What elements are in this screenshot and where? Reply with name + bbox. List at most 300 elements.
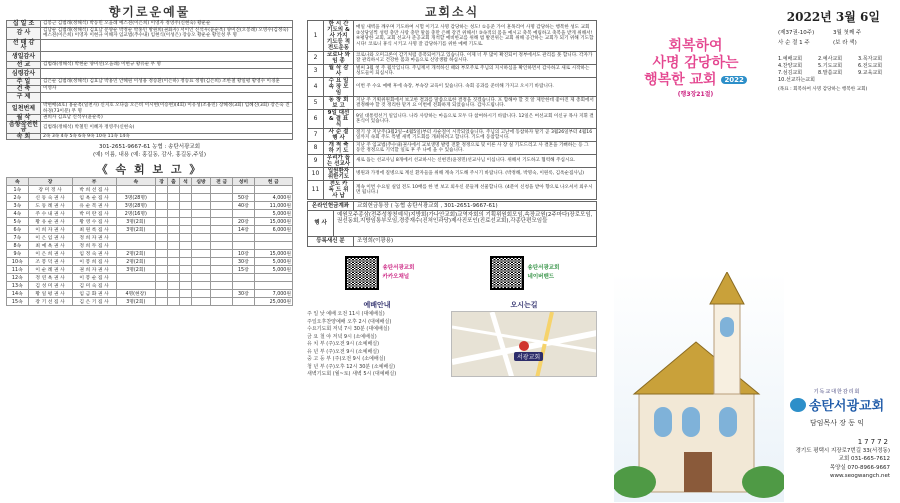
offering-account: 301-2651-9667-61 농협 : 송탄서광교회	[98, 144, 201, 151]
cell-report-cell: 7속	[7, 234, 29, 242]
cell-report-cell: 12속	[7, 274, 29, 282]
cell-report-row	[7, 210, 293, 218]
cell-report-cell: 13속	[7, 282, 29, 290]
offering-row	[7, 102, 293, 114]
cell-report-cell	[156, 242, 168, 250]
cell-report-cell	[156, 274, 168, 282]
news-item-title: 코로나 와 임 종	[324, 52, 354, 65]
motto-line3: 행복한 교회	[644, 72, 717, 88]
offering-row	[7, 51, 293, 61]
cell-report-row	[7, 194, 293, 202]
cell-report-cell	[179, 186, 191, 194]
news-item-title: 전도 카 독 드 위 사 납	[324, 181, 354, 200]
offering-names: 2속 3속 4속 5속 6속 9속 10속 11속 14속	[41, 133, 293, 140]
cell-report-cell: 10속	[7, 258, 29, 266]
cell-report-cell	[179, 258, 191, 266]
cell-report-cell	[116, 274, 155, 282]
cell-report-cell: 이 은 임 권 사	[28, 234, 72, 242]
cell-report-cell	[156, 290, 168, 298]
cell-report-cell	[211, 258, 233, 266]
news-item-title: 한 시 간 기도의 & 사 가지 기도등 적전도운동	[324, 21, 354, 52]
cell-report-cell	[156, 194, 168, 202]
offering-category: 월 삭	[7, 115, 41, 122]
cell-report-cell: 3명(2회)	[116, 298, 155, 306]
church-website[interactable]: www.seogwangch.net	[830, 473, 890, 479]
cell-report-row	[7, 298, 293, 306]
cell-report-cell	[156, 218, 168, 226]
kakao-channel[interactable]	[345, 253, 415, 293]
issue-color: (보 라 색)	[833, 40, 857, 46]
cell-report-cell	[191, 194, 210, 202]
cell-report-cell	[191, 226, 210, 234]
offering-category: 속 회	[7, 133, 41, 140]
cell-report-cell: 15,000원	[254, 250, 292, 258]
cell-report-cell	[233, 242, 255, 250]
news-item-number: 2	[308, 52, 324, 65]
motto-line2: 사명 감당하는	[652, 55, 739, 71]
cell-report-cell	[211, 266, 233, 274]
offering-category: 생일감사	[7, 51, 41, 61]
worship-item: 수요기도회 저녁 7시 30분 (대예배실)	[307, 326, 390, 332]
cell-report-header-cell: 심방	[191, 178, 210, 186]
church-building-illustration	[614, 272, 784, 502]
event-row	[307, 211, 597, 237]
cell-report-header-cell: 장	[28, 178, 72, 186]
location-map[interactable]	[451, 311, 597, 377]
cell-report-cell	[191, 250, 210, 258]
cell-report-cell	[168, 290, 180, 298]
cell-report-cell: 30장	[233, 290, 255, 298]
church-slogan: (목표 : 회복하여 사명 감당하는 행복한 교회)	[778, 87, 868, 92]
cell-report-header-cell: 전 금	[211, 178, 233, 186]
news-item-number: 5	[308, 97, 324, 110]
news-item-body: 병원과 가정에 질병으로 계신 환자들을 위해 계속 기도해 주시기 바랍니다. (박정해, 박명숙, 이원록, 김옥순집사님)	[354, 168, 597, 181]
offering-panel	[0, 0, 298, 503]
cell-report-cell: 박 희 선 집 사	[72, 186, 116, 194]
cell-report-cell	[168, 202, 180, 210]
cell-report-cell: 3명(28명)	[116, 202, 155, 210]
cell-report-cell	[191, 258, 210, 266]
cell-report-cell	[179, 250, 191, 258]
worship-schedule	[307, 311, 447, 379]
news-item-title: 입원환자 위한기도	[324, 168, 354, 181]
news-item-number: 10	[308, 168, 324, 181]
offering-category: 선 교	[7, 62, 41, 69]
cell-report-cell	[156, 226, 168, 234]
cell-report-cell: 4,000원	[254, 194, 292, 202]
worship-item: 주 일 낮 예배 오전 11시 (대예배실)	[307, 311, 385, 317]
cell-report-cell	[233, 234, 255, 242]
cell-report-cell: 정 연 옥 권 사	[28, 274, 72, 282]
cell-report-cell	[254, 186, 292, 194]
church-goal-item: 9.교육교회	[858, 70, 883, 76]
cell-report-cell: 15,000원	[254, 218, 292, 226]
cell-report-cell: 5,000원	[254, 210, 292, 218]
cell-report-cell	[156, 258, 168, 266]
cell-report-cell	[168, 210, 180, 218]
cell-report-header-cell: 부	[72, 178, 116, 186]
cell-report-row	[7, 290, 293, 298]
cell-report-cell: 임 옥 순 집 사	[72, 194, 116, 202]
news-item-body: 계속 이번 수요일 실업 전도 10배를 한 번 보고 외우신 분들께 선물합니다. (4분이 신청을 받아 향으로 나오셔서 외우시면 됩니다.)	[354, 181, 597, 200]
cell-report-cell	[168, 186, 180, 194]
cell-report-cell	[156, 266, 168, 274]
offering-category: 십 일 조	[7, 21, 41, 28]
news-item-body: 새로 돕는 선교사님 8개에서 선교하시는 신현진(윤경민)선교사님 이십니다. 위해서 기도하고 협력해 주십시요.	[354, 155, 597, 168]
kakao-qr-title: 송탄서광교회	[382, 265, 415, 271]
worship-item: 주일오후찬양예배 오후 2시 (대예배실)	[307, 318, 392, 325]
cell-report-cell: 유 순 복 권 사	[72, 202, 116, 210]
offering-category: 구 제	[7, 92, 41, 102]
cell-report-cell: 6,000원	[254, 226, 292, 234]
cell-report-cell	[211, 226, 233, 234]
issue-number: (제37권-10주)	[778, 30, 815, 36]
news-item	[308, 21, 597, 52]
cell-report-cell	[179, 234, 191, 242]
cell-report-cell	[254, 242, 292, 250]
offering-category: 건 축	[7, 85, 41, 92]
news-panel	[303, 0, 601, 503]
cell-report-row	[7, 202, 293, 210]
offering-category: 감 사	[7, 27, 41, 39]
news-item	[308, 65, 597, 78]
worship-item: 금 요 철 야 저녁 9시 (소예배실)	[307, 333, 377, 340]
issue-season: 사 순 절 1 주	[778, 40, 810, 46]
cell-report-cell	[233, 274, 255, 282]
cell-report-cell	[233, 186, 255, 194]
cell-report-cell	[191, 202, 210, 210]
cell-report-header-cell: 장	[156, 178, 168, 186]
offering-account-sub: (예) 이름, 내용 (예: 홍길동, 감사, 홍길동,주일)	[93, 152, 206, 159]
offering-category: 심령감사	[7, 68, 41, 78]
band-qr-title: 송탄서광교회	[527, 265, 560, 271]
offering-row	[7, 21, 293, 28]
cell-report-cell: 2명(16명)	[116, 210, 155, 218]
cell-report-cell: 이 봉 순 집 사	[72, 274, 116, 282]
offering-row	[7, 27, 293, 39]
naver-band[interactable]	[490, 253, 560, 293]
cell-report-cell: 황 영 수 집 사	[72, 218, 116, 226]
online-offering-label: 온라인헌금계좌	[308, 202, 354, 210]
cell-report-cell	[179, 266, 191, 274]
news-item-title: 9일 대선 & 결 표 식	[324, 110, 354, 129]
cell-report-cell: 40장	[233, 202, 255, 210]
cell-report-cell	[191, 266, 210, 274]
news-item-title: 동 창 회 보 고	[324, 97, 354, 110]
cell-report-cell: 9속	[7, 250, 29, 258]
cell-report-header-cell: 성미	[233, 178, 255, 186]
offering-category: 음향작전헌 금	[7, 121, 41, 133]
cell-report-cell	[191, 234, 210, 242]
cell-report-cell	[211, 282, 233, 290]
news-item-body: 9일 대통령선거 일입니다. 나라 사랑하는 마음으로 모두 다 참여하시기 바랍니다. 12일은 여선교회 이신규 목사 지휘 결혼식이 있습니다.	[354, 110, 597, 129]
cell-report-cell	[233, 282, 255, 290]
cell-report-cell: 15장	[233, 266, 255, 274]
cell-report-cell	[179, 298, 191, 306]
cell-report-cell	[211, 298, 233, 306]
cell-report-cell: 2명(2회)	[116, 250, 155, 258]
cell-report-cell: 14속	[7, 290, 29, 298]
offering-row	[7, 79, 293, 86]
cell-report-header-cell: 출	[168, 178, 180, 186]
bulletin-date: 2022년 3월 6일	[786, 10, 880, 24]
cell-report-header-cell: 헌 금	[254, 178, 292, 186]
motto-block	[618, 38, 773, 98]
cell-report-row	[7, 186, 293, 194]
cell-report-cell: 주 수 내 권 사	[28, 210, 72, 218]
cell-report-cell: 최 원 록 집 사	[72, 226, 116, 234]
church-goal-item: 10.선교하는교회	[778, 77, 815, 83]
cell-report-cell: 장 기 선 집 사	[28, 298, 72, 306]
motto-line1: 회복하여	[668, 38, 723, 54]
cell-report-row	[7, 282, 293, 290]
news-item-number: 4	[308, 78, 324, 97]
news-item-number: 6	[308, 110, 324, 129]
offering-names: 이영자	[41, 85, 293, 92]
cell-report-cell	[156, 250, 168, 258]
news-item	[308, 97, 597, 110]
cell-report-cell	[211, 186, 233, 194]
cell-report-cell: 5,000원	[254, 258, 292, 266]
offering-names: 김봉근 김범래(정해석) 박동민 오을례 예스젼(이은희) 이영자 정영주(신현숙) 황운순	[41, 21, 293, 28]
offering-title: 향기로운예물	[108, 5, 191, 19]
cell-report-cell: 최 예 옥 권 사	[28, 242, 72, 250]
cell-report-cell	[191, 186, 210, 194]
cell-report-cell	[116, 186, 155, 194]
offering-names: 김범래(정해석) 박현순 양미선(오을례) 이현규 황유순 무 명	[41, 62, 293, 69]
cell-report-header-cell: 석	[179, 178, 191, 186]
offering-row	[7, 39, 293, 51]
news-item-title: 월 삭 감 사	[324, 65, 354, 78]
offering-row	[7, 121, 293, 133]
cell-report-cell: 권 희 자 권 사	[72, 266, 116, 274]
cell-report-cell: 임 정 숙 권 사	[72, 250, 116, 258]
denomination: 기독교대한감리회	[813, 389, 861, 395]
offering-row	[7, 92, 293, 102]
news-title: 교회소식	[424, 5, 480, 19]
kakao-qr-sub: 카카오채널	[382, 274, 410, 280]
worship-item: 유 년 부 (주)오전 9시 (소예배실)	[307, 348, 380, 355]
cell-report-row	[7, 242, 293, 250]
news-item-body: 절기 상 지난주(3월2일~4월5일)부터 사순절이 시작되었습니다. 주님의 고난에 동참하자 말기 곧 3월26일부터 4월16일까지 속회 주도 특별 새벽 기도회를 개최하려고 합니다. 기도에 동참합시다.	[354, 129, 597, 142]
cell-report-header-cell: 속	[116, 178, 155, 186]
church-logo-icon	[790, 398, 806, 412]
cell-report-cell	[179, 242, 191, 250]
cell-report-cell	[233, 210, 255, 218]
map-title: 오시는길	[510, 301, 538, 309]
cell-report-row	[7, 234, 293, 242]
online-offering-text: 교회헌금통장 ( 농협 송탄서광교회 , 301-2651-9667-61)	[357, 203, 498, 209]
cell-report-cell: 8속	[7, 242, 29, 250]
online-offering-row	[307, 201, 597, 211]
cell-report-cell: 김 은 기 집 사	[72, 298, 116, 306]
offering-row	[7, 85, 293, 92]
news-item-body: 이번 주 수요 예배 후에 속장, 부속장 교육이 있습니다. 속회 공과를 준비해 가지고 오시기 바랍니다.	[354, 78, 597, 97]
map-pin-label: 서광교회	[514, 352, 543, 361]
cell-report-cell	[191, 210, 210, 218]
cell-report-cell	[191, 218, 210, 226]
cell-report-cell	[179, 194, 191, 202]
church-goal-item: 8.말씀교회	[818, 70, 843, 76]
band-qr-code[interactable]	[490, 256, 524, 290]
registration-row	[307, 237, 597, 247]
cell-report-cell: 도 동 례 권 사	[28, 202, 72, 210]
cell-report-cell	[191, 282, 210, 290]
cell-report-cell: 5속	[7, 218, 29, 226]
news-item-title: 우리가 돕는 선교사	[324, 155, 354, 168]
cell-report-cell	[168, 242, 180, 250]
cell-report-cell	[156, 186, 168, 194]
band-qr-sub: 네이버밴드	[527, 274, 555, 280]
kakao-qr-code[interactable]	[345, 256, 379, 290]
cell-report-cell	[168, 194, 180, 202]
news-item-title: 수 요 일 속 장 모 임	[324, 78, 354, 97]
cell-report-cell	[168, 258, 180, 266]
news-item-body: 지난 주 임교법(추수내)권사에서 교보생명 발령 전환 정정으로 및 이른 사 장 실 기도드리고 사 결혼을 기뻐하는 등 그 동안 정정으로 기억할 일로 후 주 나에 을 수 있습니다.	[354, 142, 597, 155]
cell-report-cell: 7,000원	[254, 290, 292, 298]
cell-report-cell: 이 봉 희 집 사	[72, 258, 116, 266]
cell-report-cell	[191, 290, 210, 298]
offering-names: 권희자 김효남 신석우(윤순옥)	[41, 115, 293, 122]
cell-report-cell: 황 일 평 권 사	[28, 290, 72, 298]
offering-names: 박현배(4호) 홍순옥(일천사) 신지호 오다솜 오은비 이시현(이승현)(4회) 이유성(조용민) 장혜정(3회) 임혜진(3회) 장은숙 진하경(73이분) 무 명	[41, 102, 293, 114]
cell-report-cell	[168, 234, 180, 242]
cell-report-cell: 6속	[7, 226, 29, 234]
church-goal-item: 3.목자교회	[858, 56, 883, 62]
motto-ref: (행3장21절)	[677, 91, 714, 98]
cell-report-cell	[156, 282, 168, 290]
cell-report-cell	[211, 194, 233, 202]
cell-report-row	[7, 274, 293, 282]
cell-report-cell: 장 미 정 사	[28, 186, 72, 194]
cell-report-cell: 15속	[7, 298, 29, 306]
news-item	[308, 110, 597, 129]
cell-report-cell	[116, 234, 155, 242]
cell-report-cell	[211, 218, 233, 226]
cell-report-cell: 3명(2회)	[116, 226, 155, 234]
cell-report-cell: 2명(2회)	[116, 258, 155, 266]
news-item-number: 8	[308, 142, 324, 155]
cell-report-cell: 박 미 란 집 사	[72, 210, 116, 218]
cell-report-cell	[211, 290, 233, 298]
cell-report-cell: 25,000원	[254, 298, 292, 306]
offering-table	[6, 20, 293, 140]
cell-report-cell	[233, 298, 255, 306]
cell-report-row	[7, 266, 293, 274]
offering-names	[41, 39, 293, 51]
offering-category: 일천번제	[7, 102, 41, 114]
cell-report-cell: 11,000원	[254, 202, 292, 210]
cell-report-cell: 정 희 두 집 사	[72, 242, 116, 250]
cell-report-table	[6, 177, 293, 306]
cell-report-cell: 50장	[233, 194, 255, 202]
cell-report-cell	[211, 274, 233, 282]
registration-text: 조영희(이광용)	[357, 238, 394, 244]
news-item	[308, 78, 597, 97]
cell-report-cell	[156, 298, 168, 306]
cell-report-cell: 3명(28명)	[116, 194, 155, 202]
cell-report-cell: 김 미 숙 집 사	[72, 282, 116, 290]
cell-report-cell	[156, 234, 168, 242]
cell-report-cell: 조 봉 덕 권 사	[28, 258, 72, 266]
cell-report-cell: 30장	[233, 258, 255, 266]
offering-names: 김범래(정해석) 박철민 이혜자 정영주(신현숙)	[41, 121, 293, 133]
cell-report-cell: 3명(2회)	[116, 218, 155, 226]
cell-report-cell: 14장	[233, 226, 255, 234]
news-item-title: 사 순 절 행 사	[324, 129, 354, 142]
cell-report-cell	[191, 274, 210, 282]
cell-report-cell	[179, 210, 191, 218]
cell-report-cell: 10장	[233, 250, 255, 258]
cell-report-cell	[168, 250, 180, 258]
church-goal-item: 2.예사교회	[818, 56, 843, 62]
cell-report-cell: 이 순 례 권 사	[28, 266, 72, 274]
news-item-body: 지난 주 기획위원회에서 보고한 결과를 말씀으로한 결정을 짓겠습니다. 포 함해야 할 것 알 제안한데 좋아진 제 총회에서 결정해야 할 것 정리한 맡겨 요 이번에 전화하게 되었습니다. 감사드립니다.	[354, 97, 597, 110]
cell-report-cell: 3명(2회)	[116, 266, 155, 274]
news-item-body: 매일 새벽을 깨우며 기도하여 시험 이기고 사명 감당하는 성도! ①응준 가이 훈목리어 사명 감당하는 행복한 성도 교회 ②상당일찍 성령 충만 사랑 충만 말씀 충만 은혜 강건 위해서! ③속적의 몸을 예시고 축복 예림하고 축복을 받게 위해서! ④평당한 교회, 교회 선교사 준공교회 개척할 예비한교를 위해 범 발전위는 교회 위해 공간하는 교회가 되기 위해 기도합시다! 코로니 휴식 시키고 사명 잘 감당하기를 위한 예배 기도로.	[354, 21, 597, 52]
church-name: 송탄서광교회	[808, 399, 885, 414]
cell-report-cell: 5,000원	[254, 266, 292, 274]
offering-names: 김남순 김범래(정해석) 김효남 문양순 박정순 박홍민 방원희(권화자) 서이인 신석우(윤순옥) 양미진(오봉례) 오영수(김정숙) 예스젼(이은희) 이영자 이현규 이해자 임교법(추수내) 임현식(이성은) 장승오 황운순 황인성 무 명	[41, 27, 293, 39]
cell-report-cell	[254, 234, 292, 242]
cell-report-cell	[168, 226, 180, 234]
news-item	[308, 142, 597, 155]
cell-report-cell: 3속	[7, 202, 29, 210]
cell-report-row	[7, 226, 293, 234]
offering-row	[7, 133, 293, 140]
cell-report-cell	[179, 218, 191, 226]
cell-report-cell	[211, 234, 233, 242]
cell-report-row	[7, 258, 293, 266]
zip-code: 17772	[857, 438, 890, 446]
offering-names	[41, 51, 293, 61]
church-goal-item: 6.전도교회	[858, 63, 883, 69]
map-roads	[452, 312, 597, 377]
registration-label: 등록새신 분	[308, 237, 354, 246]
worship-title: 예배안내	[363, 301, 391, 309]
news-item-title: 개 척 축 하 기 도	[324, 142, 354, 155]
offering-row	[7, 115, 293, 122]
worship-item: 새벽기도회 (월~토) 새벽 5시 (대예배실)	[307, 371, 397, 377]
cell-report-cell: 이 희 자 권 사	[28, 226, 72, 234]
news-item-number: 9	[308, 155, 324, 168]
worship-item: 청 년 부 (주)오후 12시 30분 (소예배실)	[307, 363, 396, 370]
cell-report-cell	[179, 202, 191, 210]
offering-names: 김은순 김범래(정해석) 김효남 박홍민 안혜원 이성용 정승환(이은하) 정승표 정명(김은희) 조한철 황일평 황영수 이경훈	[41, 79, 293, 86]
cell-report-cell	[211, 202, 233, 210]
cell-report-cell	[179, 226, 191, 234]
office-phone: 목양실 070-8966-9667	[829, 464, 890, 471]
news-item-body: 벌써 3월 첫 주 월삭입니다. 주님께서 개척하신 때와 부모주로 주님의 지시하심을 확인하면서 감사하고 새로 시작하는 성도들이 되십시다.	[354, 65, 597, 78]
cell-report-cell	[179, 274, 191, 282]
cell-report-cell: 임 금 화 권 사	[72, 290, 116, 298]
news-item	[308, 168, 597, 181]
church-goal-item: 5.기도교회	[818, 63, 843, 69]
cell-report-row	[7, 250, 293, 258]
cell-report-cell: 4속	[7, 210, 29, 218]
offering-row	[7, 62, 293, 69]
news-table	[307, 20, 597, 200]
news-item	[308, 129, 597, 142]
news-item	[308, 155, 597, 168]
cell-report-cell: 1속	[7, 186, 29, 194]
cell-report-cell	[168, 298, 180, 306]
cell-report-cell: 황 유 순 권 사	[28, 218, 72, 226]
cell-report-cell: 정 희 자 권 사	[72, 234, 116, 242]
cell-report-cell	[156, 210, 168, 218]
motto-year-badge: 2022	[721, 76, 746, 84]
cell-report-cell	[191, 242, 210, 250]
